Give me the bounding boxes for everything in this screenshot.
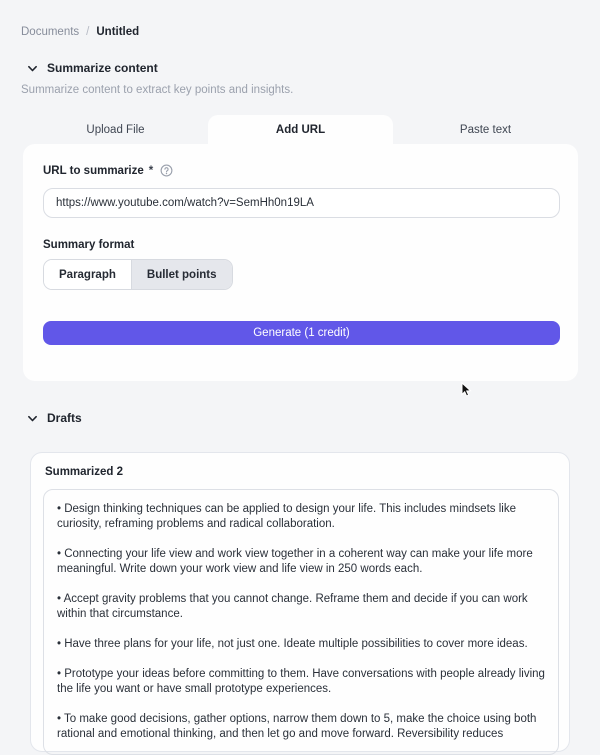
summary-format-toggle [43, 259, 233, 290]
summary-format-label: Summary format [43, 239, 135, 251]
tab-add-url[interactable]: Add URL [208, 115, 393, 144]
generate-button[interactable]: Generate (1 credit) [43, 321, 560, 345]
drafts-section-title: Drafts [47, 411, 82, 425]
breadcrumb-separator: / [86, 26, 90, 38]
url-input[interactable] [43, 188, 560, 218]
draft-bullet: • To make good decisions, gather options, narrow them down to 5, make the choice using both rational and emotional thinking, and then let go and move forward. Reversibility reduces [57, 713, 537, 740]
breadcrumb-documents[interactable]: Documents [21, 26, 80, 38]
format-option-paragraph[interactable]: Paragraph [44, 260, 131, 289]
summarize-panel-wrap [23, 115, 578, 381]
draft-bullet: • Have three plans for your life, not just one. Ideate multiple possibilities to cover more ideas. [57, 638, 528, 650]
add-url-panel [23, 144, 578, 381]
summarize-section-title: Summarize content [47, 61, 158, 75]
draft-bullet: • Accept gravity problems that you cannot change. Reframe them and decide if you can work within that circumstance. [57, 593, 528, 620]
draft-bullet: • Prototype your ideas before committing to them. Have conversations with people already living the life you want or have small prototype experiences. [57, 668, 545, 695]
draft-card [30, 452, 570, 752]
draft-summary-text[interactable] [43, 489, 559, 755]
url-field-label: URL to summarize [43, 164, 144, 177]
draft-title: Summarized 2 [45, 466, 123, 478]
breadcrumb [21, 26, 578, 38]
drafts-section-header[interactable] [27, 411, 578, 425]
summarize-section-header[interactable] [27, 61, 578, 75]
tab-paste-text[interactable]: Paste text [459, 123, 512, 136]
url-field-label-row [43, 164, 560, 177]
breadcrumb-current-document: Untitled [96, 26, 140, 38]
draft-bullet: • Connecting your life view and work view together in a coherent way can make your life more meaningful. Write down your work view and life view in 250 words each. [57, 548, 533, 575]
chevron-down-icon [27, 413, 38, 424]
draft-bullet: • Design thinking techniques can be applied to design your life. This includes mindsets like curiosity, reframing problems and radical collaboration. [57, 503, 516, 530]
required-marker: * [148, 164, 154, 177]
chevron-down-icon [27, 63, 38, 74]
tab-bar [23, 115, 578, 144]
summarize-section-description: Summarize content to extract key points and insights. [21, 84, 294, 96]
tab-upload-file[interactable]: Upload File [86, 123, 145, 136]
format-option-bullet-points[interactable]: Bullet points [131, 260, 232, 289]
help-icon[interactable] [160, 164, 173, 177]
